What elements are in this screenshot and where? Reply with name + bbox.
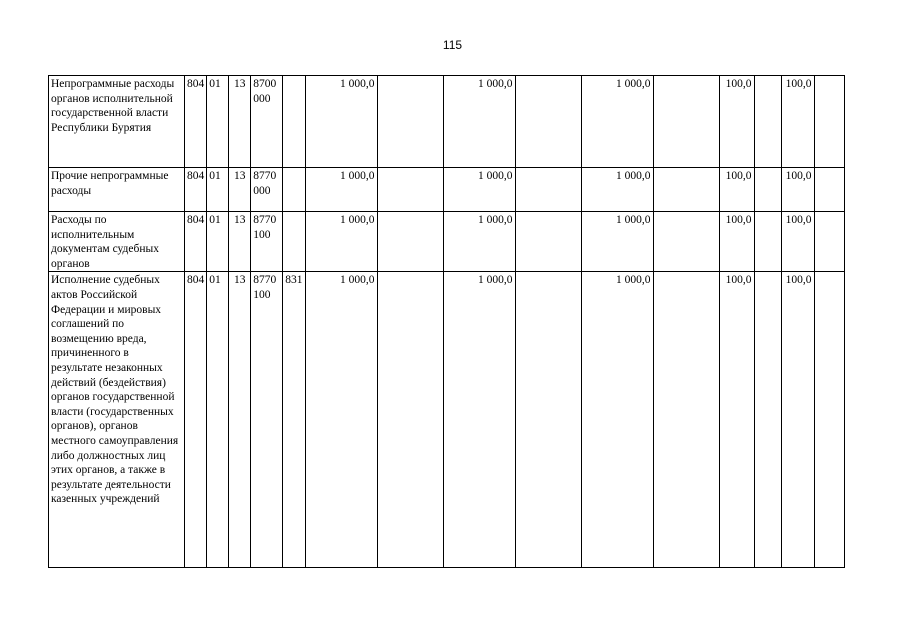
empty-cell [653,168,719,212]
percent-1: 100,0 [719,212,754,272]
amount-1: 1 000,0 [305,76,377,168]
csr-code: 8770 100 [251,272,283,568]
empty-cell [515,76,581,168]
page-number: 115 [442,38,463,52]
percent-2: 100,0 [781,272,814,568]
pr-code: 13 [229,272,251,568]
rz-code: 01 [207,272,229,568]
empty-cell [515,272,581,568]
ved-code: 804 [185,168,207,212]
percent-2: 100,0 [781,76,814,168]
empty-cell [377,272,443,568]
amount-2: 1 000,0 [443,212,515,272]
csr-code: 8700 000 [251,76,283,168]
amount-2: 1 000,0 [443,272,515,568]
rz-code: 01 [207,212,229,272]
amount-3: 1 000,0 [581,212,653,272]
table-row [49,212,845,272]
empty-cell [653,212,719,272]
empty-cell [515,212,581,272]
vr-code: 831 [283,272,305,568]
rz-code: 01 [207,76,229,168]
percent-1: 100,0 [719,272,754,568]
amount-3: 1 000,0 [581,272,653,568]
table-row [49,76,845,168]
empty-cell [377,212,443,272]
table-row [49,168,845,212]
ved-code: 804 [185,76,207,168]
rz-code: 01 [207,168,229,212]
vr-code [283,168,305,212]
amount-3: 1 000,0 [581,76,653,168]
empty-cell [754,76,781,168]
empty-cell [814,168,844,212]
empty-cell [814,212,844,272]
empty-cell [653,76,719,168]
ved-code: 804 [185,212,207,272]
amount-2: 1 000,0 [443,168,515,212]
amount-3: 1 000,0 [581,168,653,212]
empty-cell [814,272,844,568]
csr-code: 8770 000 [251,168,283,212]
amount-1: 1 000,0 [305,212,377,272]
empty-cell [754,272,781,568]
empty-cell [814,76,844,168]
empty-cell [754,168,781,212]
percent-1: 100,0 [719,76,754,168]
amount-1: 1 000,0 [305,272,377,568]
vr-code [283,212,305,272]
row-name: Непрограммные расходы органов исполнительной государственной власти Республики Бурятия [49,76,185,168]
row-name: Расходы по исполнительным документам судебных органов [49,212,185,272]
row-name: Исполнение судебных актов Российской Федерации и мировых соглашений по возмещению вреда, причиненного в результате незаконных действий (бездействия) органов государственной власти (государственных органов), органов местного самоуправления либо должностных лиц этих органов, а также в результате деятельности казенных учреждений [49,272,185,568]
empty-cell [377,76,443,168]
table-row [49,272,845,568]
percent-2: 100,0 [781,168,814,212]
row-name: Прочие непрограммные расходы [49,168,185,212]
amount-2: 1 000,0 [443,76,515,168]
empty-cell [653,272,719,568]
empty-cell [515,168,581,212]
percent-1: 100,0 [719,168,754,212]
pr-code: 13 [229,168,251,212]
pr-code: 13 [229,212,251,272]
amount-1: 1 000,0 [305,168,377,212]
empty-cell [754,212,781,272]
empty-cell [377,168,443,212]
vr-code [283,76,305,168]
ved-code: 804 [185,272,207,568]
pr-code: 13 [229,76,251,168]
budget-table [48,75,845,568]
csr-code: 8770 100 [251,212,283,272]
percent-2: 100,0 [781,212,814,272]
